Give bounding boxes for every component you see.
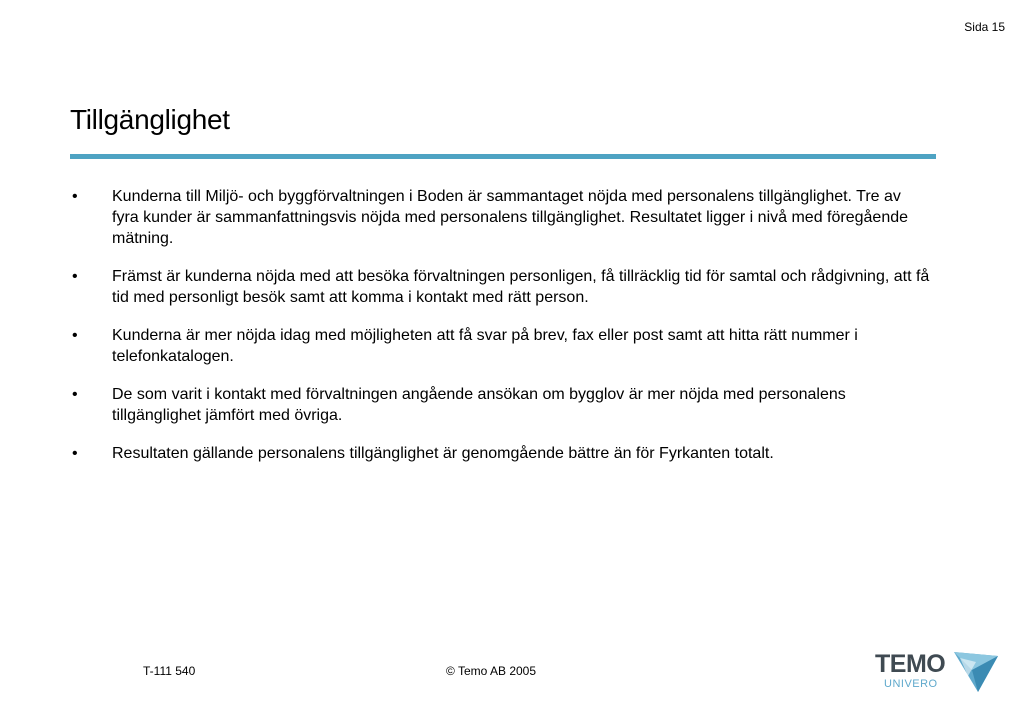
- bullet-text: Resultaten gällande personalens tillgänglighet är genomgående bättre än för Fyrkanten totalt.: [112, 445, 774, 462]
- footer-copyright: © Temo AB 2005: [446, 664, 537, 678]
- bullet-text: De som varit i kontakt med förvaltningen angående ansökan om bygglov är mer nöjda med personalens tillgänglighet jämfört med övriga.: [112, 386, 846, 424]
- bullet-list: [70, 186, 930, 481]
- page-number: Sida 15: [964, 20, 1005, 34]
- logo-brand-text: TEMO: [875, 650, 946, 678]
- bullet-text: Kunderna till Miljö- och byggförvaltningen i Boden är sammantaget nöjda med personalens tillgänglighet. Tre av fyra kunder är sammanfattningsvis nöjda med personalens tillgänglighet. Resultatet ligger i nivå med föregående mätning.: [112, 188, 909, 247]
- slide-title: Tillgänglighet: [70, 104, 230, 135]
- temo-univero-logo: [872, 648, 1002, 696]
- bullet-text: Främst är kunderna nöjda med att besöka förvaltningen personligen, få tillräcklig tid för samtal och rådgivning, att få tid med personligt besök samt att komma i kontakt med rätt person.: [112, 268, 930, 306]
- footer-document-code: T-111 540: [143, 664, 196, 678]
- bullet-item: [70, 384, 930, 426]
- bullet-icon: •: [72, 386, 78, 403]
- bullet-item: [70, 266, 930, 308]
- bullet-icon: •: [72, 445, 78, 462]
- title-divider: [70, 154, 936, 159]
- bullet-text: Kunderna är mer nöjda idag med möjligheten att få svar på brev, fax eller post samt att hitta rätt nummer i telefonkatalogen.: [112, 327, 858, 365]
- bullet-icon: •: [72, 327, 78, 344]
- bullet-icon: •: [72, 268, 78, 285]
- bullet-item: [70, 325, 930, 367]
- bullet-item: [70, 186, 930, 249]
- bullet-item: [70, 443, 930, 464]
- bullet-icon: •: [72, 188, 78, 205]
- temo-triangle-logo-icon: [952, 648, 1000, 694]
- logo-sub-text: UNIVERO: [884, 678, 938, 690]
